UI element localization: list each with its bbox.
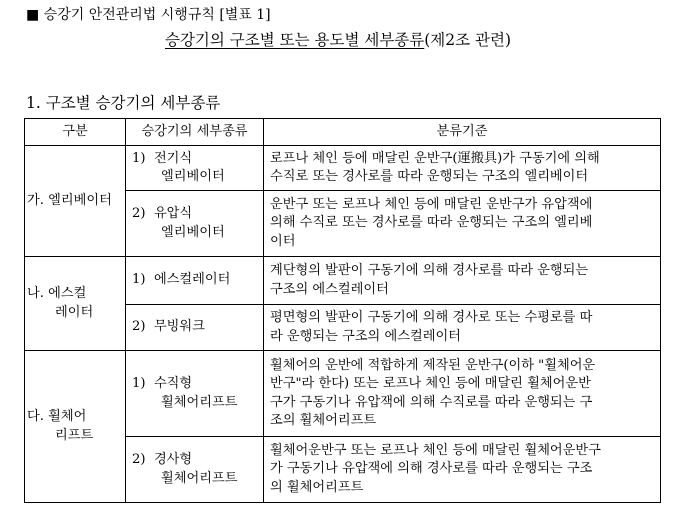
subtype-number: 1): [132, 272, 146, 288]
criteria-line: 조의 휠체어리프트: [270, 413, 377, 428]
criteria-line: 휠체어운반구 또는 로프나 체인 등에 매달린 휠체어운반구: [270, 442, 601, 458]
criteria-line: 구가 구동기나 유압잭에 의해 수직로를 따라 운행되는 구: [270, 394, 593, 410]
criteria-line: 평면형의 발판이 구동기에 의해 경사로 또는 수평로를 따: [270, 310, 593, 325]
title-main: 승강기의 구조별 또는 용도별 세부종류: [164, 31, 425, 49]
subtype-cell: [126, 351, 264, 437]
subtype-name: 전기식: [153, 150, 193, 166]
document-header: ■ 승강기 안전관리법 시행규칙 [별표 1]: [26, 7, 271, 23]
subtype-name-line2: 휠체어리프트: [161, 394, 238, 410]
criteria-line: 이터: [270, 233, 296, 249]
criteria-cell: [264, 146, 661, 191]
table-header-row: [25, 119, 661, 146]
criteria-line: 계단형의 발판이 구동기에 의해 경사로를 따라 운행되는: [270, 263, 589, 278]
subtype-name: 무빙워크: [153, 319, 205, 335]
subtype-name-line2: 엘리베이터: [161, 224, 225, 240]
title-suffix: (제2조 관련): [424, 31, 512, 49]
subtype-number: 2): [132, 319, 146, 335]
header-category: 구분: [25, 119, 126, 146]
subtype-cell: [126, 146, 264, 191]
category-label: 가. 엘리베이터: [27, 192, 112, 208]
criteria-cell: [264, 305, 661, 351]
category-label: 나. 에스컬: [27, 286, 87, 301]
criteria-line: 의 휠체어리프트: [270, 479, 364, 495]
section-heading: 1. 구조별 승강기의 세부종류: [26, 94, 221, 112]
criteria-line: 가 구동기나 유압잭에 의해 경사로를 따라 운행되는 구조: [270, 461, 593, 477]
category-cell-wheelchair-lift: [25, 351, 126, 503]
header-criteria: 분류기준: [264, 119, 661, 146]
criteria-cell: [264, 437, 661, 503]
classification-table: [24, 118, 661, 503]
subtype-name: 에스컬레이터: [153, 272, 231, 288]
subtype-cell: [126, 305, 264, 351]
table-row: [25, 146, 661, 191]
criteria-line: 수직로 또는 경사로를 따라 운행되는 구조의 엘리베이터: [270, 169, 589, 184]
criteria-cell: [264, 351, 661, 437]
criteria-line: 구조의 에스컬레이터: [270, 281, 389, 297]
category-cell-elevator: [25, 146, 126, 257]
subtype-cell: [126, 257, 264, 305]
table-row: [25, 351, 661, 437]
subtype-name-line2: 엘리베이터: [161, 169, 225, 184]
subtype-number: 2): [132, 452, 146, 467]
criteria-line: 반구"라 한다) 또는 로프나 체인 등에 매달린 휠체어운반: [270, 376, 591, 391]
category-label: 다. 휠체어: [27, 409, 87, 424]
criteria-line: 라 운행되는 구조의 에스컬레이터: [270, 328, 461, 344]
subtype-number: 1): [132, 376, 146, 391]
document-title: [0, 30, 676, 50]
subtype-cell: [126, 437, 264, 503]
subtype-number: 2): [132, 206, 146, 221]
subtype-name: 유압식: [153, 206, 193, 221]
category-cell-escalator: [25, 257, 126, 351]
criteria-line: 의해 수직로 또는 경사로를 따라 운행되는 구조의 엘리베: [270, 215, 593, 231]
criteria-line: 휠체어의 운반에 적합하게 제작된 운반구(이하 "휠체어운: [270, 357, 596, 373]
criteria-cell: [264, 191, 661, 257]
subtype-number: 1): [132, 150, 146, 166]
criteria-line: 로프나 체인 등에 매달린 운반구(運搬具)가 구동기에 의해: [270, 150, 600, 166]
subtype-name: 수직형: [153, 376, 193, 391]
category-label-line2: 레이터: [55, 304, 94, 320]
criteria-cell: [264, 257, 661, 305]
subtype-name-line2: 휠체어리프트: [161, 470, 238, 486]
table-row: [25, 257, 661, 305]
subtype-name: 경사형: [153, 452, 193, 467]
subtype-cell: [126, 191, 264, 257]
criteria-line: 운반구 또는 로프나 체인 등에 매달린 운반구가 유압잭에: [270, 196, 593, 212]
header-subtype: 승강기의 세부종류: [126, 119, 264, 146]
category-label-line2: 리프트: [55, 427, 94, 443]
